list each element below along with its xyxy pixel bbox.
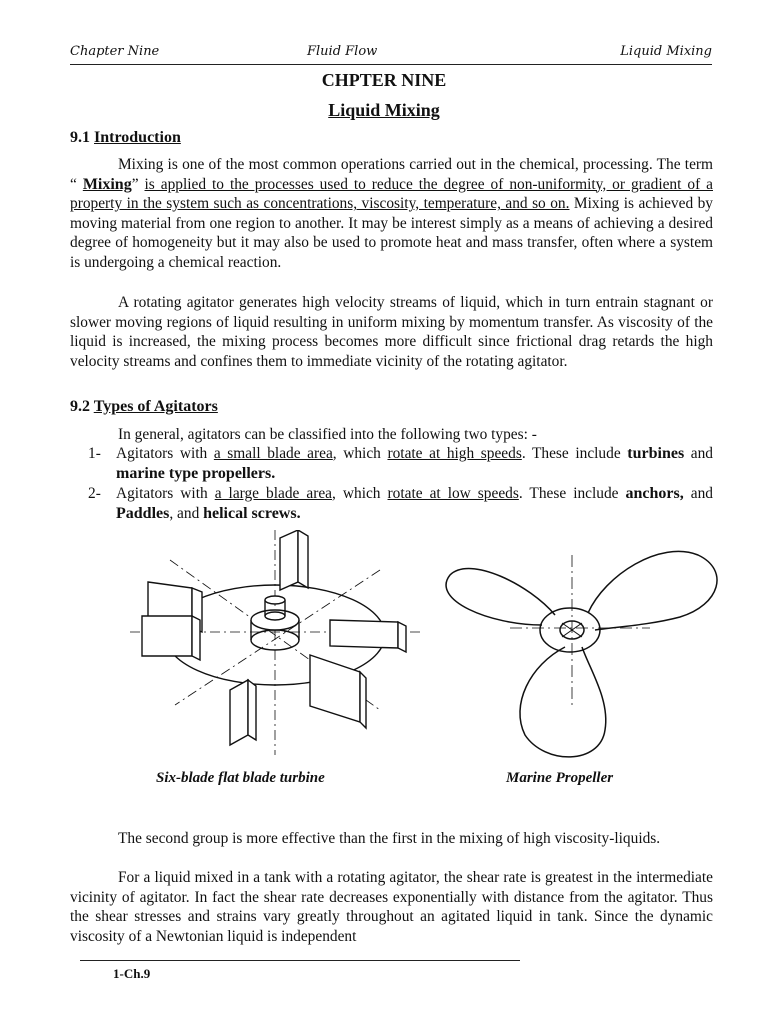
propeller-blade-lower (520, 647, 606, 757)
list-item (88, 444, 713, 484)
footer-rule (80, 960, 520, 961)
turbine-hub (251, 596, 299, 650)
turbine-figure (130, 530, 420, 770)
p1-text-a: Mixing is one of the most common operations carried out in the chemical, processing. The term “ (70, 156, 713, 193)
propeller-caption: Marine Propeller (506, 770, 614, 786)
section-number: 9.2 (70, 398, 90, 415)
item-text: , and (169, 505, 204, 522)
chapter-subject: Liquid Mixing (328, 100, 440, 120)
item-underline: rotate at low speeds (387, 485, 519, 502)
agitators-intro: In general, agitators can be classified into the following two types: - (118, 426, 537, 443)
list-item (88, 484, 713, 524)
section-number: 9.1 (70, 129, 90, 146)
item-text: and (684, 445, 713, 462)
mixing-definition: is applied to the processes used to reduce the degree of non-uniformity, or gradient of a property in the system such as concentrations, viscosity, temperature, and so on. (70, 175, 713, 213)
propeller-hub (540, 608, 600, 652)
section-heading-introduction (70, 129, 181, 147)
header-topic: Liquid Mixing (620, 44, 712, 59)
section-heading-agitators (70, 398, 218, 416)
item-text: , which (332, 485, 388, 502)
item-text: , which (332, 445, 388, 462)
agitator-types-list (88, 444, 713, 524)
section-title: Types of Agitators (93, 398, 218, 415)
propeller-blade-upper-right (588, 551, 717, 630)
item-text: . These include (518, 485, 626, 502)
page-number: 1-Ch.9 (113, 966, 151, 981)
header-chapter: Chapter Nine (70, 44, 160, 59)
body-paragraph-3: The second group is more effective than the first in the mixing of high viscosity-liquids. (118, 830, 661, 847)
item-bold: helical screws. (203, 505, 301, 522)
item-bold: turbines (627, 445, 685, 462)
item-underline: rotate at high speeds (387, 445, 522, 462)
term-mixing: Mixing (82, 175, 132, 193)
intro-paragraph-1 (70, 155, 713, 273)
item-bold: anchors, (625, 485, 684, 502)
section-title: Introduction (94, 129, 181, 146)
turbine-blades (142, 530, 406, 745)
item-text: and (683, 485, 714, 502)
item-bold: Paddles (116, 505, 170, 522)
header-course: Fluid Flow (307, 44, 378, 59)
item-underline: a small blade area (213, 445, 333, 462)
item-bold: marine type propellers. (116, 465, 276, 482)
item-underline: a large blade area (214, 485, 333, 502)
list-number: 1- (88, 445, 101, 462)
intro-paragraph-2: A rotating agitator generates high velocity streams of liquid, which in turn entrain stagnant or slower moving regions of liquid resulting in uniform mixing by momentum transfer. As viscosity of the liquid is increased, the mixing process becomes more difficult since frictional drag retards the high velocity streams and confines them to immediate vicinity of the rotating agitator. (70, 294, 713, 370)
page-header (70, 44, 712, 65)
p1-text-c: Mixing is achieved by moving material from one region to another. It may be interest simply as a means of achieving a desired degree of homogeneity but it may also be used to promote heat and mass transfer, often where a system is undergoing a chemical reaction. (70, 195, 713, 271)
p1-text-b: ” (131, 175, 145, 193)
propeller-centerlines (510, 555, 650, 705)
propeller-figure (430, 535, 730, 770)
item-text: Agitators with (116, 445, 214, 462)
body-paragraph-4: For a liquid mixed in a tank with a rotating agitator, the shear rate is greatest in the intermediate vicinity of agitator. In fact the shear rate decreases exponentially with distance from the agitator. Thus the shear stresses and strains vary greatly throughout an agitated liquid in tank. Since the dynamic viscosity of a Newtonian liquid is independent (70, 869, 713, 945)
propeller-blade-upper-left (446, 569, 555, 625)
item-text: Agitators with (116, 485, 215, 502)
list-number: 2- (88, 485, 101, 502)
chapter-title: CHPTER NINE (321, 70, 447, 90)
item-text: . These include (521, 445, 628, 462)
turbine-caption: Six-blade flat blade turbine (156, 770, 325, 786)
